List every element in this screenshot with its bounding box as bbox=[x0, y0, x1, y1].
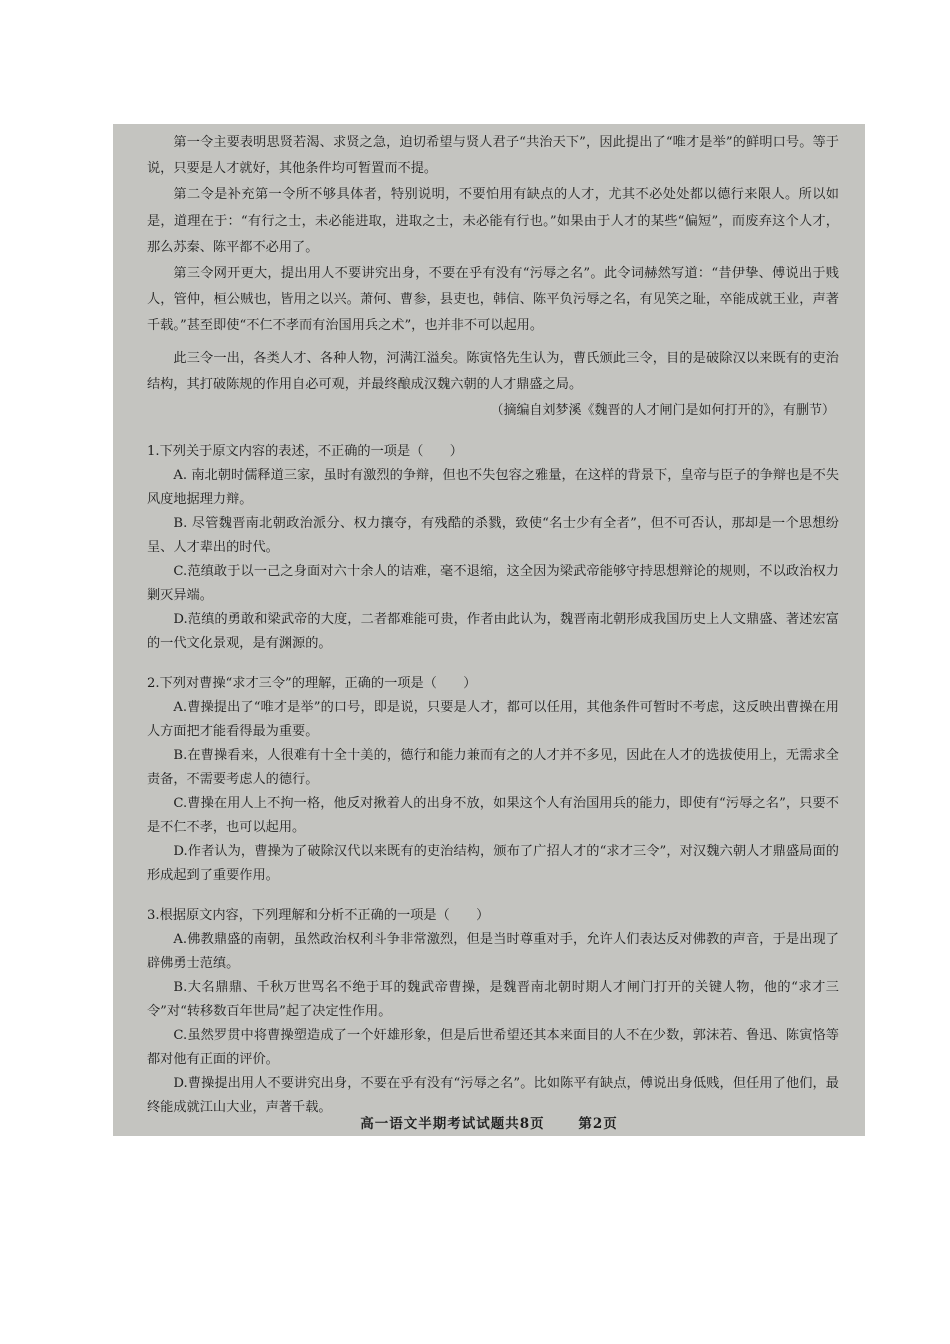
option-a: A.佛教鼎盛的南朝，虽然政治权利斗争非常激烈，但是当时尊重对手，允许人们表达反对佛教的声音，于是出现了辟佛勇士范缜。 bbox=[147, 932, 839, 972]
scanned-exam-page bbox=[113, 124, 865, 1136]
question-stem: 1.下列关于原文内容的表述，不正确的一项是（ ） bbox=[147, 444, 463, 460]
option-d: D.作者认为，曹操为了破除汉代以来既有的吏治结构，颁布了广招人才的“求才三令”，对汉魏六朝人才鼎盛局面的形成起到了重要作用。 bbox=[147, 844, 839, 884]
option-b: B.大名鼎鼎、千秋万世骂名不绝于耳的魏武帝曹操，是魏晋南北朝时期人才闸门打开的关键人物，他的“求才三令”对“转移数百年世局”起了决定性作用。 bbox=[147, 980, 839, 1020]
option-c: C.范缜敢于以一己之身面对六十余人的诘难，毫不退缩，这全因为梁武帝能够守持思想辩论的规则，不以政治权力剿灭异端。 bbox=[147, 564, 839, 604]
question-stem: 2.下列对曹操“求才三令”的理解，正确的一项是（ ） bbox=[147, 676, 477, 692]
option-c: C.虽然罗贯中将曹操塑造成了一个奸雄形象，但是后世希望还其本来面目的人不在少数，郭沫若、鲁迅、陈寅恪等都对他有正面的评价。 bbox=[147, 1028, 839, 1068]
option-d: D.曹操提出用人不要讲究出身，不要在乎有没有“污辱之名”。比如陈平有缺点，傅说出身低贱，但任用了他们，最终能成就江山大业，声著千载。 bbox=[147, 1076, 839, 1116]
option-c: C.曹操在用人上不拘一格，他反对揪着人的出身不放，如果这个人有治国用兵的能力，即使有“污辱之名”，只要不是不仁不孝，也可以起用。 bbox=[147, 796, 839, 836]
option-a: A.曹操提出了“唯才是举”的口号，即是说，只要是人才，都可以任用，其他条件可暂时不考虑，这反映出曹操在用人方面把才能看得最为重要。 bbox=[147, 700, 839, 740]
option-b: B. 尽管魏晋南北朝政治派分、权力攘夺，有残酷的杀戮，致使“名士少有全者”，但不可否认，那却是一个思想纷呈、人才辈出的时代。 bbox=[147, 516, 839, 556]
passage-source-note: （摘编自刘梦溪《魏晋的人才闸门是如何打开的》，有删节） bbox=[490, 403, 835, 419]
page-footer bbox=[113, 1112, 865, 1132]
passage-paragraph-3: 第三令网开更大，提出用人不要讲究出身，不要在乎有没有“污辱之名”。此令词赫然写道：“昔伊挚、傅说出于贱人，管仲，桓公贼也，皆用之以兴。萧何、曹参，县吏也，韩信、陈平负污辱之名，有见笑之耻，卒能成就王业，声著千载。”甚至即使“不仁不孝而有治国用兵之术”，也并非不可以起用。 bbox=[147, 266, 839, 334]
question-1 bbox=[147, 440, 839, 656]
passage-paragraph-2: 第二令是补充第一令所不够具体者，特别说明，不要怕用有缺点的人才，尤其不必处处都以德行来限人。所以如是，道理在于：“有行之士，未必能进取，进取之士，未必能有行也。”如果由于人才的某些“偏短”，而废弃这个人才，那么苏秦、陈平都不必用了。 bbox=[147, 187, 839, 255]
question-3 bbox=[147, 904, 839, 1120]
question-2 bbox=[147, 672, 839, 888]
passage-paragraph-1: 第一令主要表明思贤若渴、求贤之急，迫切希望与贤人君子“共治天下”，因此提出了“唯才是举”的鲜明口号。等于说，只要是人才就好，其他条件均可暂置而不提。 bbox=[147, 135, 839, 177]
exam-title: 高一语文半期考试试题共8页 bbox=[360, 1116, 545, 1132]
question-stem: 3.根据原文内容，下列理解和分析不正确的一项是（ ） bbox=[147, 908, 490, 924]
option-a: A. 南北朝时儒释道三家，虽时有激烈的争辩，但也不失包容之雅量，在这样的背景下，皇帝与臣子的争辩也是不失风度地据理力辩。 bbox=[147, 468, 839, 508]
passage-paragraph-4: 此三令一出，各类人才、各种人物，河满江溢矣。陈寅恪先生认为，曹氏颁此三令，目的是破除汉以来既有的吏治结构，其打破陈规的作用自必可观，并最终酿成汉魏六朝的人才鼎盛之局。 bbox=[147, 350, 839, 392]
option-b: B.在曹操看来，人很难有十全十美的，德行和能力兼而有之的人才并不多见，因此在人才的选拔使用上，无需求全责备，不需要考虑人的德行。 bbox=[147, 748, 839, 788]
page-number: 第2页 bbox=[578, 1116, 618, 1132]
reading-passage bbox=[147, 130, 839, 424]
option-d: D.范缜的勇敢和梁武帝的大度，二者都难能可贵，作者由此认为，魏晋南北朝形成我国历史上人文鼎盛、著述宏富的一代文化景观，是有渊源的。 bbox=[147, 612, 839, 652]
